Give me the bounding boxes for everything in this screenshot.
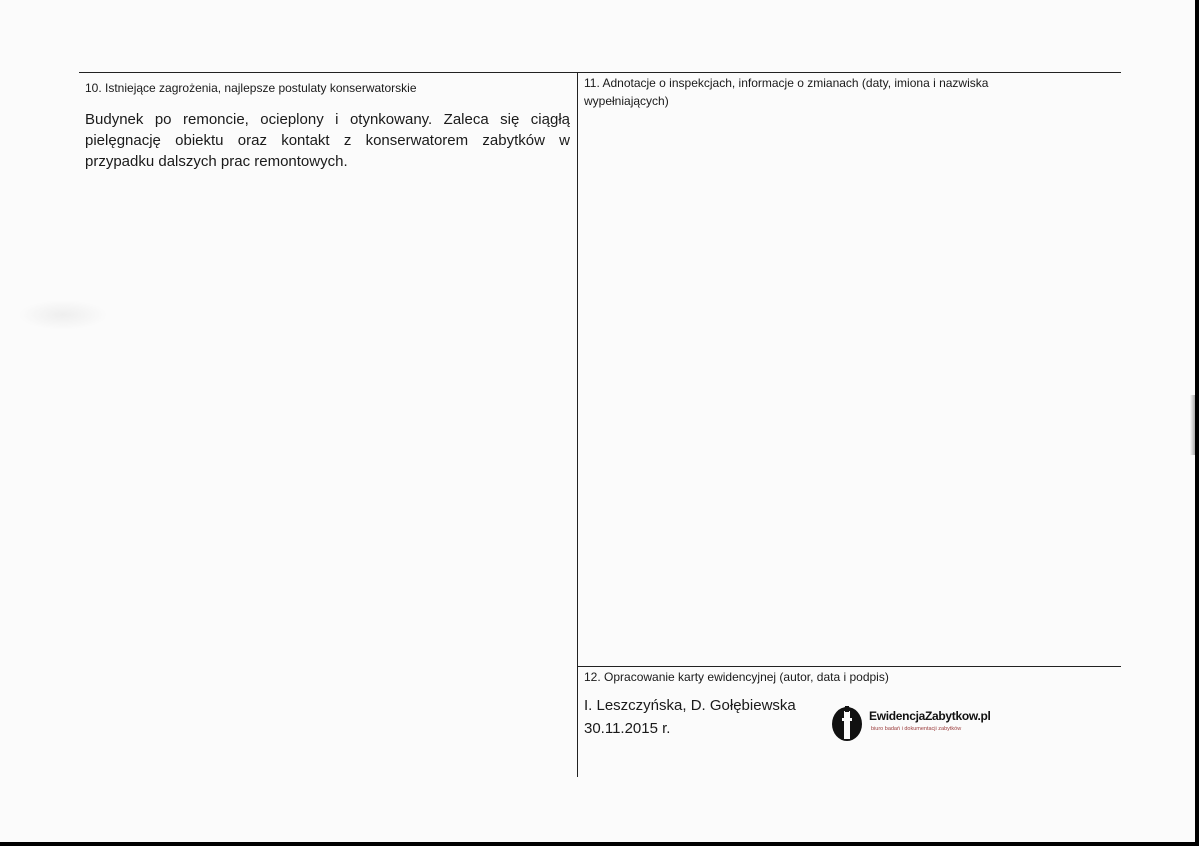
top-rule (79, 72, 1121, 73)
logo-tagline: biuro badań i dokumentacji zabytków (871, 726, 962, 732)
section-12-rule (577, 666, 1121, 667)
section-10-heading: 10. Istniejące zagrożenia, najlepsze postulaty konserwatorskie (85, 81, 417, 95)
date: 30.11.2015 r. (584, 720, 671, 737)
scan-smudge (18, 300, 108, 330)
column-divider (577, 72, 578, 777)
monument-silhouette-icon (831, 704, 863, 742)
section-12-heading: 12. Opracowanie karty ewidencyjnej (autor, data i podpis) (584, 670, 889, 684)
logo (831, 704, 991, 742)
section-11-heading: 11. Adnotacje o inspekcjach, informacje o zmianach (daty, imiona i nazwiska wypełniających) (584, 76, 989, 108)
section-10-text: Budynek po remoncie, ocieplony i otynkowany. Zaleca się ciągłą pielęgnację obiektu oraz kontakt z konserwatorem zabytków w przypadku dalszych prac remontowych. (85, 111, 570, 170)
logo-name: EwidencjaZabytkow.pl (869, 709, 991, 723)
authors: I. Leszczyńska, D. Gołębiewska (584, 697, 796, 714)
scan-edge-mark (1190, 395, 1195, 455)
